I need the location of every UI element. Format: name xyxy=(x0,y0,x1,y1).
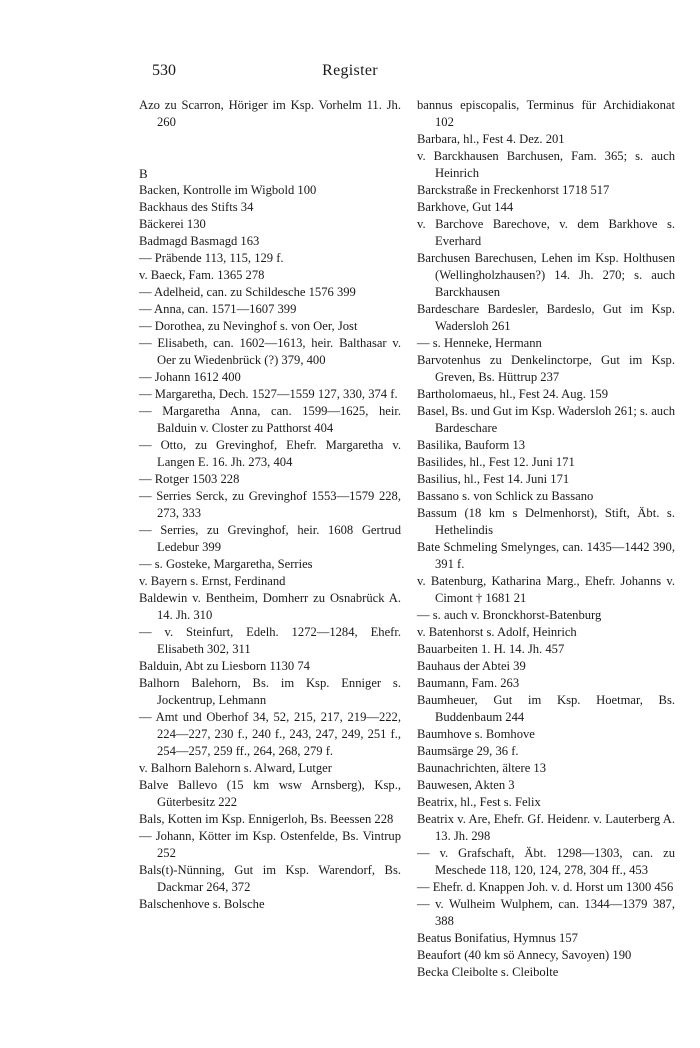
index-entry: Bäckerei 130 xyxy=(139,217,206,231)
index-entry: — Ehefr. d. Knappen Joh. v. d. Horst um 1300 456 xyxy=(417,880,674,894)
index-entry: Bassano s. von Schlick zu Bassano xyxy=(417,489,594,503)
index-entry: v. Baeck, Fam. 1365 278 xyxy=(139,268,265,282)
index-entry: Balhorn Balehorn, Bs. im Ksp. Enniger s. Jockentrup, Lehmann xyxy=(139,676,401,707)
index-entry: Badmagd Basmagd 163 xyxy=(139,234,260,248)
index-entry: Bartholomaeus, hl., Fest 24. Aug. 159 xyxy=(417,387,608,401)
index-entry: — Margaretha Anna, can. 1599—1625, heir. Balduin v. Closter zu Patthorst 404 xyxy=(139,404,401,435)
index-entry: — v. Grafschaft, Äbt. 1298—1303, can. zu Meschede 118, 120, 124, 278, 304 ff., 453 xyxy=(417,846,675,877)
index-entry: v. Barchove Barechove, v. dem Barkhove s. Everhard xyxy=(417,217,675,248)
index-entry: Bauarbeiten 1. H. 14. Jh. 457 xyxy=(417,642,565,656)
index-entry: Basel, Bs. und Gut im Ksp. Wadersloh 261; s. auch Bardeschare xyxy=(417,404,675,435)
index-entry: — Adelheid, can. zu Schildesche 1576 399 xyxy=(139,285,356,299)
index-entry: Baumhove s. Bomhove xyxy=(417,727,535,741)
index-entry: v. Batenburg, Katharina Marg., Ehefr. Johanns v. Cimont † 1681 21 xyxy=(417,574,675,605)
index-entry: Baumheuer, Gut im Ksp. Hoetmar, Bs. Buddenbaum 244 xyxy=(417,693,675,724)
index-entry: Beaufort (40 km sö Annecy, Savoyen) 190 xyxy=(417,948,632,962)
index-entry: Barvotenhus zu Denkelinctorpe, Gut im Ksp. Greven, Bs. Hüttrup 237 xyxy=(417,353,675,384)
index-entry: Beatus Bonifatius, Hymnus 157 xyxy=(417,931,578,945)
index-entry: Baldewin v. Bentheim, Domherr zu Osnabrück A. 14. Jh. 310 xyxy=(139,591,401,622)
index-entry: Beatrix v. Are, Ehefr. Gf. Heidenr. v. Lauterberg A. 13. Jh. 298 xyxy=(417,812,675,843)
page-number: 530 xyxy=(152,62,176,79)
index-entry: Bauwesen, Akten 3 xyxy=(417,778,515,792)
index-entry: Bauhaus der Abtei 39 xyxy=(417,659,526,673)
index-entry: — Johann, Kötter im Ksp. Ostenfelde, Bs. Vintrup 252 xyxy=(139,829,401,860)
index-entry: Bassum (18 km s Delmenhorst), Stift, Äbt. s. Hethelindis xyxy=(417,506,675,537)
index-entry: Barkhove, Gut 144 xyxy=(417,200,514,214)
index-entry: Baumsärge 29, 36 f. xyxy=(417,744,519,758)
index-entry: — s. Henneke, Hermann xyxy=(417,336,542,350)
index-entry: — s. auch v. Bronckhorst-Batenburg xyxy=(417,608,602,622)
index-entry: — Präbende 113, 115, 129 f. xyxy=(139,251,284,265)
index-entry: Becka Cleibolte s. Cleibolte xyxy=(417,965,559,979)
index-entry: — Elisabeth, can. 1602—1613, heir. Balthasar v. Oer zu Wiedenbrück (?) 379, 400 xyxy=(139,336,401,367)
index-entry: Baumann, Fam. 263 xyxy=(417,676,520,690)
index-entry: Azo zu Scarron, Höriger im Ksp. Vorhelm 11. Jh. 260 xyxy=(139,98,401,129)
index-entry: Bals, Kotten im Ksp. Ennigerloh, Bs. Beessen 228 xyxy=(139,812,394,826)
index-entry: v. Bayern s. Ernst, Ferdinand xyxy=(139,574,286,588)
index-entry: — Margaretha, Dech. 1527—1559 127, 330, 374 f. xyxy=(139,387,398,401)
index-entry: Basilides, hl., Fest 12. Juni 171 xyxy=(417,455,575,469)
index-entry: Bals(t)-Nünning, Gut im Ksp. Warendorf, Bs. Dackmar 264, 372 xyxy=(139,863,401,894)
index-entry: Baunachrichten, ältere 13 xyxy=(417,761,547,775)
index-entry: — Otto, zu Grevinghof, Ehefr. Margaretha v. Langen E. 16. Jh. 273, 404 xyxy=(139,438,401,469)
index-entry: — Rotger 1503 228 xyxy=(139,472,240,486)
index-entry: v. Batenhorst s. Adolf, Heinrich xyxy=(417,625,577,639)
index-entry: — Anna, can. 1571—1607 399 xyxy=(139,302,297,316)
index-column-left xyxy=(139,97,401,913)
index-entry: Backen, Kontrolle im Wigbold 100 xyxy=(139,183,317,197)
index-entry: Bate Schmeling Smelynges, can. 1435—1442 390, 391 f. xyxy=(417,540,675,571)
section-letter: B xyxy=(139,166,148,181)
index-entry: v. Barckhausen Barchusen, Fam. 365; s. auch Heinrich xyxy=(417,149,675,180)
index-entry: Basilius, hl., Fest 14. Juni 171 xyxy=(417,472,570,486)
index-entry: bannus episcopalis, Terminus für Archidiakonat 102 xyxy=(417,98,675,129)
index-entry: Balve Ballevo (15 km wsw Arnsberg), Ksp., Güterbesitz 222 xyxy=(139,778,401,809)
index-entry: — s. Gosteke, Margaretha, Serries xyxy=(139,557,313,571)
running-head: Register xyxy=(322,62,378,79)
index-entry: Balschenhove s. Bolsche xyxy=(139,897,265,911)
index-entry: v. Balhorn Balehorn s. Alward, Lutger xyxy=(139,761,332,775)
index-entry: — Dorothea, zu Nevinghof s. von Oer, Jost xyxy=(139,319,358,333)
index-entry: — Johann 1612 400 xyxy=(139,370,241,384)
index-entry: Barckstraße in Freckenhorst 1718 517 xyxy=(417,183,610,197)
index-entry: Barbara, hl., Fest 4. Dez. 201 xyxy=(417,132,565,146)
index-entry: Balduin, Abt zu Liesborn 1130 74 xyxy=(139,659,310,673)
index-column-right xyxy=(417,97,675,981)
index-entry: — Serries Serck, zu Grevinghof 1553—1579 228, 273, 333 xyxy=(139,489,401,520)
index-entry: — v. Steinfurt, Edelh. 1272—1284, Ehefr. Elisabeth 302, 311 xyxy=(139,625,401,656)
index-entry: — v. Wulheim Wulphem, can. 1344—1379 387, 388 xyxy=(417,897,675,928)
index-entry: — Amt und Oberhof 34, 52, 215, 217, 219—222, 224—227, 230 f., 240 f., 243, 247, 249, 251 f., 254—257, 259 ff., 264, 268, 279 f. xyxy=(139,710,401,758)
index-entry: Backhaus des Stifts 34 xyxy=(139,200,254,214)
section-spacer xyxy=(139,131,401,148)
index-entry: Beatrix, hl., Fest s. Felix xyxy=(417,795,541,809)
index-entry: — Serries, zu Grevinghof, heir. 1608 Gertrud Ledebur 399 xyxy=(139,523,401,554)
index-entry: Basilika, Bauform 13 xyxy=(417,438,526,452)
index-entry: Bardeschare Bardesler, Bardeslo, Gut im Ksp. Wadersloh 261 xyxy=(417,302,675,333)
index-entry: Barchusen Barechusen, Lehen im Ksp. Holthusen (Wellingholzhausen?) 14. Jh. 270; s. auch Barckhausen xyxy=(417,251,675,299)
